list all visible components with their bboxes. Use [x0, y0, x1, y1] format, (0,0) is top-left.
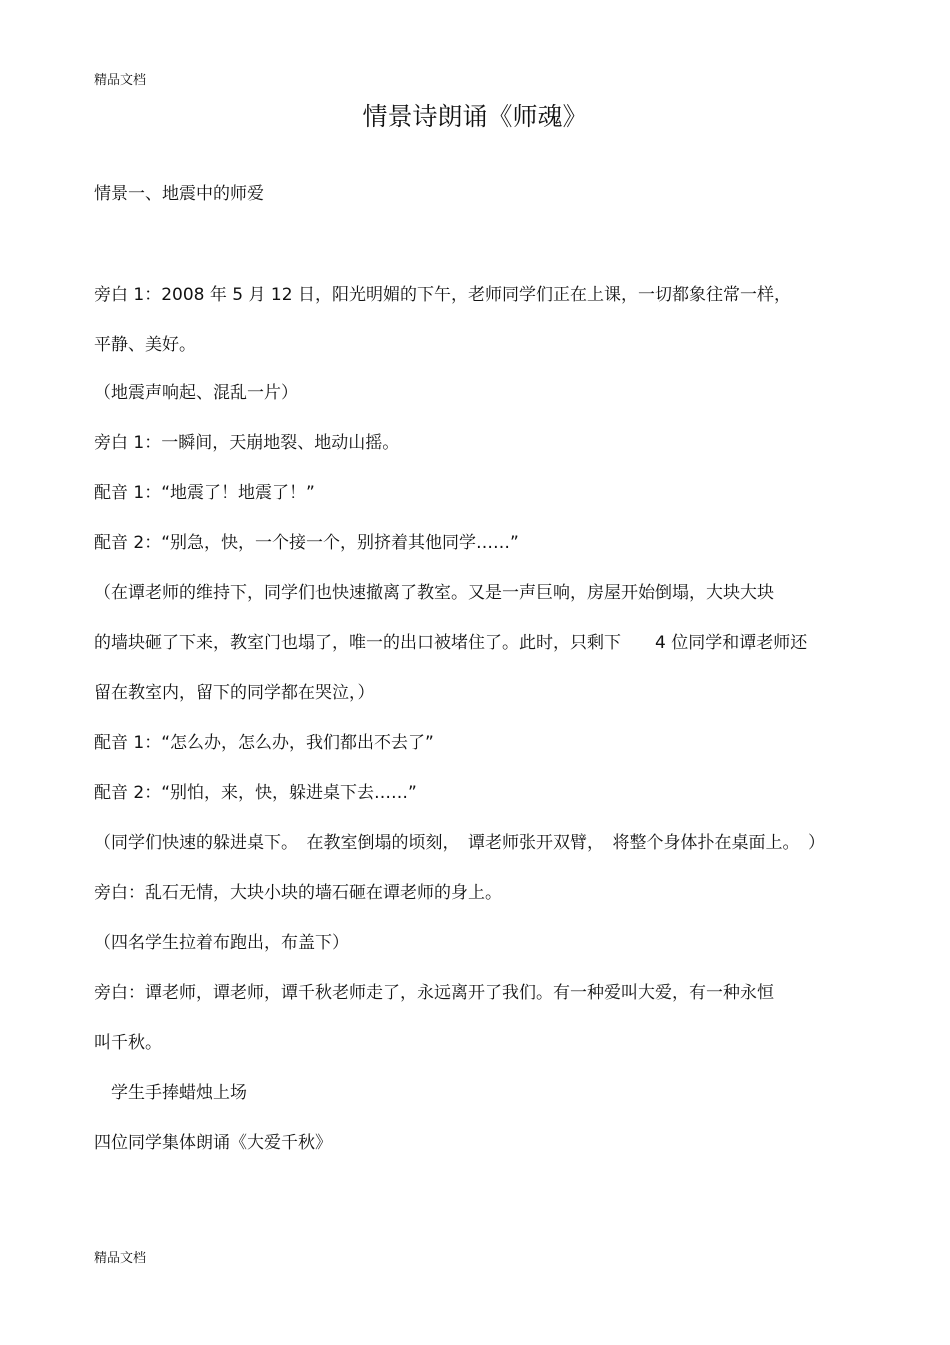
- text-line: （在谭老师的维持下，同学们也快速撤离了教室。又是一声巨响，房屋开始倒塌，大块大块: [94, 583, 774, 603]
- text-line: 旁白：乱石无情，大块小块的墙石砸在谭老师的身上。: [94, 883, 502, 903]
- text-line: 四位同学集体朗诵《大爱千秋》: [94, 1133, 332, 1153]
- page-footer: 精品文档: [94, 1251, 147, 1266]
- text-line: 配音 1：“怎么办，怎么办，我们都出不去了”: [94, 733, 434, 753]
- page-header: 精品文档: [94, 73, 147, 88]
- text-line: 旁白 1：一瞬间，天崩地裂、地动山摇。: [94, 433, 400, 453]
- text-line: （地震声响起、混乱一片）: [94, 383, 298, 403]
- text-line: 平静、美好。: [94, 335, 196, 355]
- text-line: （四名学生拉着布跑出，布盖下）: [94, 933, 349, 953]
- text-line: 旁白：谭老师，谭老师，谭千秋老师走了，永远离开了我们。有一种爱叫大爱，有一种永恒: [94, 983, 774, 1003]
- text-line: 旁白 1：2008 年 5 月 12 日，阳光明媚的下午，老师同学们正在上课，一切都象往常一样，: [94, 285, 791, 305]
- text-line: 学生手捧蜡烛上场: [94, 1083, 247, 1103]
- text-line: 配音 2：“别急，快，一个接一个，别挤着其他同学……”: [94, 533, 519, 553]
- text-line: 的墙块砸了下来，教室门也塌了，唯一的出口被堵住了。此时，只剩下 4 位同学和谭老师还: [94, 633, 808, 653]
- section-heading: 情景一、地震中的师爱: [94, 184, 264, 204]
- text-line: 叫千秋。: [94, 1033, 162, 1053]
- document-title: 情景诗朗诵《师魂》: [362, 102, 588, 131]
- text-line: 留在教室内，留下的同学都在哭泣，）: [94, 683, 375, 703]
- text-line: （同学们快速的躲进桌下。 在教室倒塌的顷刻， 谭老师张开双臂， 将整个身体扑在桌面上。 ）: [94, 833, 825, 853]
- text-line: 配音 1：“地震了！地震了！”: [94, 483, 315, 503]
- text-line: 配音 2：“别怕，来，快，躲进桌下去……”: [94, 783, 417, 803]
